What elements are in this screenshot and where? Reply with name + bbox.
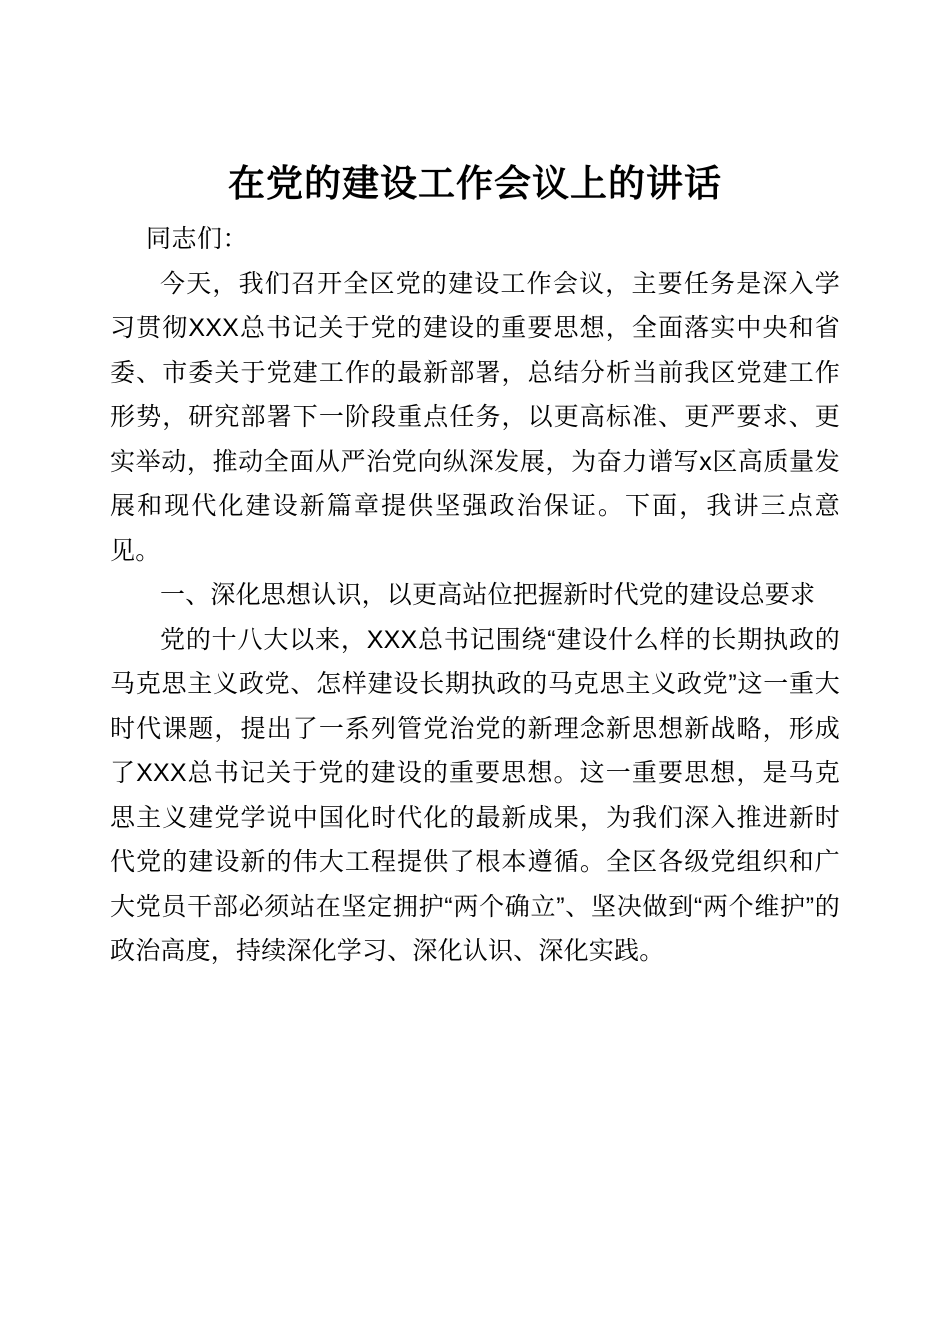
salutation: 同志们： <box>146 225 249 254</box>
section-heading-one: 一、深化思想认识，以更高站位把握新时代党的建设总要求 <box>160 581 816 610</box>
page-title: 在党的建设工作会议上的讲话 <box>228 163 722 204</box>
paragraph-section-one-body: 党的十八大以来，XXX总书记围绕“建设什么样的长期执政的马克思主义政党、怎样建设长期执政的马克思主义政党”这一重大时代课题，提出了一系列管党治党的新理念新思想新战略，形成了XXX总书记关于党的建设的重要思想。这一重要思想，是马克思主义建党学说中国化时代化的最新成果，为我们深入推进新时代党的建设新的伟大工程提供了根本遵循。全区各级党组织和广大党员干部必须站在坚定拥护“两个确立”、坚决做到“两个维护”的政治高度，持续深化学习、深化认识、深化实践。 <box>110 625 840 966</box>
paragraph-intro: 今天，我们召开全区党的建设工作会议，主要任务是深入学习贯彻XXX总书记关于党的建设的重要思想，全面落实中央和省委、市委关于党建工作的最新部署，总结分析当前我区党建工作形势，研究部署下一阶段重点任务，以更高标准、更严要求、更实举动，推动全面从严治党向纵深发展，为奋力谱写x区高质量发展和现代化建设新篇章提供坚强政治保证。下面，我讲三点意见。 <box>110 269 840 565</box>
